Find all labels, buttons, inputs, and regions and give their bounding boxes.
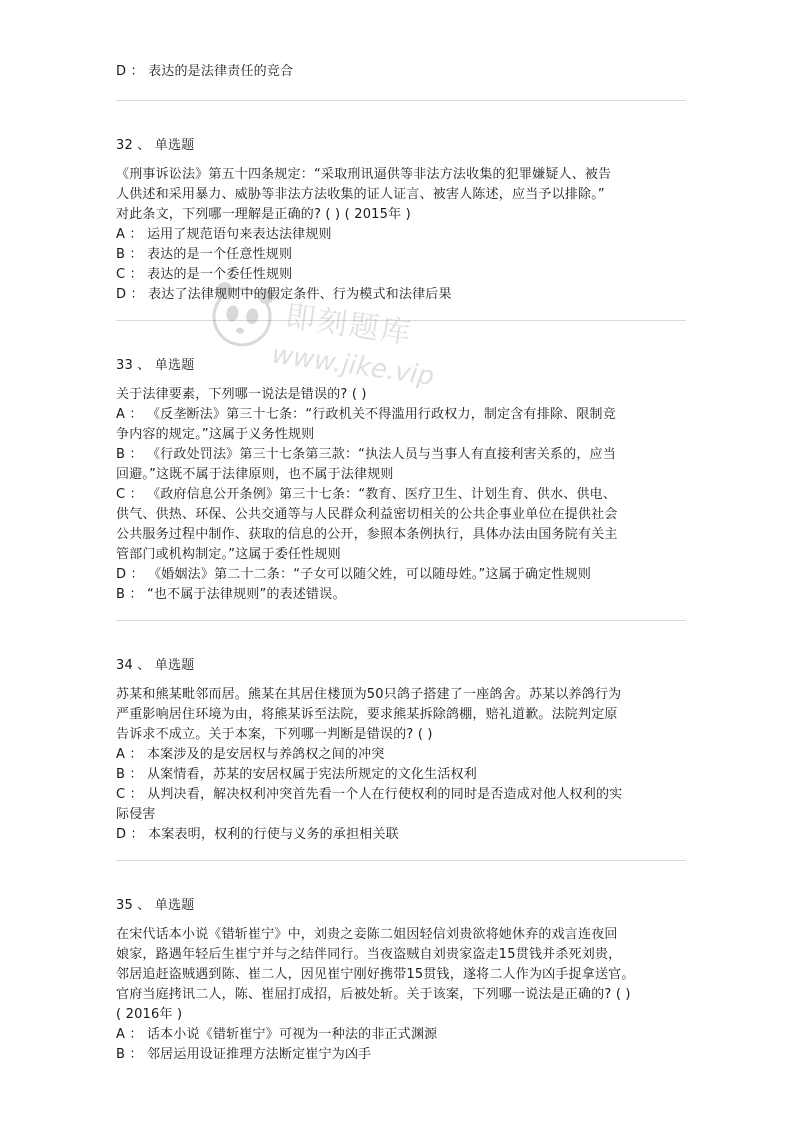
question-text: 告诉求不成立。关于本案，下列哪一判断是错误的? ( ) — [116, 727, 433, 742]
option-b: B ： 表达的是一个任意性规则 — [116, 247, 293, 262]
question-header: 35 、 单选题 — [116, 898, 195, 913]
question-header: 33 、 单选题 — [116, 358, 195, 373]
question-text: 在宋代话本小说《错斩崔宁》中，刘贵之妾陈二姐因轻信刘贵欲将她休弃的戏言连夜回 — [116, 927, 618, 942]
option-a-cont: 争内容的规定。”这属于义务性规则 — [116, 427, 315, 442]
question-text: 《刑事诉讼法》第五十四条规定：“采取刑讯逼供等非法方法收集的犯罪嫌疑人、被告 — [116, 167, 612, 182]
answer-explanation: B ： “也不属于法律规则”的表述错误。 — [116, 587, 346, 602]
option-a: A ： 话本小说《错斩崔宁》可视为一种法的非正式渊源 — [116, 1027, 438, 1042]
question-header: 32 、 单选题 — [116, 138, 195, 153]
option-d: D ： 本案表明，权利的行使与义务的承担相关联 — [116, 827, 399, 842]
question-text: 邻居追赶盗贼遇到陈、崔二人，因见崔宁刚好携带15贯钱，遂将二人作为凶手捉拿送官。 — [116, 967, 635, 982]
option-b: B ： 邻居运用设证推理方法断定崔宁为凶手 — [116, 1047, 372, 1062]
question-text: 严重影响居住环境为由，将熊某诉至法院，要求熊某拆除鸽棚，赔礼道歉。法院判定原 — [116, 707, 618, 722]
question-32 — [116, 136, 686, 305]
option-c-cont: 公共服务过程中制作、获取的信息的公开，参照本条例执行，具体办法由国务院有关主 — [116, 527, 618, 542]
option-d: D ： 《婚姻法》第二十二条：“子女可以随父姓，可以随母姓。”这属于确定性规则 — [116, 567, 592, 582]
option-c: C ： 从判决看，解决权利冲突首先看一个人在行使权利的同时是否造成对他人权利的实 — [116, 787, 623, 802]
option-a: A ： 运用了规范语句来表达法律规则 — [116, 227, 332, 242]
option-c-cont: 际侵害 — [116, 807, 156, 822]
option-b: B ： 《行政处罚法》第三十七条第三款：“执法人员与当事人有直接利害关系的，应当 — [116, 447, 616, 462]
question-text: 苏某和熊某毗邻而居。熊某在其居住楼顶为50只鸽子搭建了一座鸽舍。苏某以养鸽行为 — [116, 687, 622, 702]
question-34 — [116, 656, 686, 845]
question-text: 人供述和采用暴力、威胁等非法方法收集的证人证言、被害人陈述，应当予以排除。” — [116, 187, 605, 202]
option-b: B ： 从案情看，苏某的安居权属于宪法所规定的文化生活权利 — [116, 767, 477, 782]
question-text: 对此条文，下列哪一理解是正确的? ( ) ( 2015年 ) — [116, 207, 411, 222]
question-text: 关于法律要素，下列哪一说法是错误的? ( ) — [116, 387, 367, 402]
option-a: A ： 《反垄断法》第三十七条：“行政机关不得滥用行政权力，制定含有排除、限制竞 — [116, 407, 616, 422]
question-33 — [116, 356, 686, 605]
option-c: C ： 《政府信息公开条例》第三十七条：“教育、医疗卫生、计划生育、供水、供电、 — [116, 487, 617, 502]
option-c-cont: 供气、供热、环保、公共交通等与人民群众利益密切相关的公共企事业单位在提供社会 — [116, 507, 618, 522]
option-b-cont: 回避。”这既不属于法律原则，也不属于法律规则 — [116, 467, 394, 482]
option-c-cont: 管部门或机构制定。”这属于委任性规则 — [116, 547, 341, 562]
question-35 — [116, 896, 686, 1065]
question-year: ( 2016年 ) — [116, 1007, 183, 1022]
question-divider — [116, 320, 686, 321]
question-text: 官府当庭拷讯二人，陈、崔屈打成招，后被处斩。关于该案，下列哪一说法是正确的? ( ) — [116, 987, 631, 1002]
option-c: C ： 表达的是一个委任性规则 — [116, 267, 293, 282]
watermark-url: www.jike.vip — [270, 339, 436, 392]
question-divider — [116, 100, 686, 101]
question-header: 34 、 单选题 — [116, 658, 195, 673]
watermark-brand: 即刻题库 — [283, 299, 415, 352]
question-text: 娘家，路遇年轻后生崔宁并与之结伴同行。当夜盗贼自刘贵家盗走15贯钱并杀死刘贵， — [116, 947, 622, 962]
option-a: A ： 本案涉及的是安居权与养鸽权之间的冲突 — [116, 747, 385, 762]
option-d: D ： 表达了法律规则中的假定条件、行为模式和法律后果 — [116, 287, 452, 302]
question-divider — [116, 860, 686, 861]
question-divider — [116, 620, 686, 621]
previous-question-option-d: D ： 表达的是法律责任的竞合 — [116, 64, 294, 79]
